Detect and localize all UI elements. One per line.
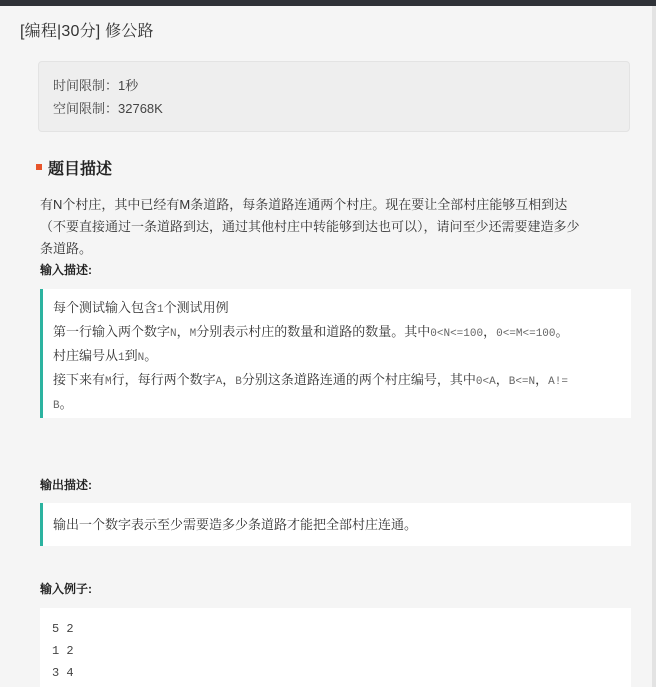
scrollbar-track[interactable] [652, 6, 656, 687]
output-text: 输出一个数字表示至少需要造多少条道路才能把全部村庄连通。 [53, 517, 418, 532]
input-line-2: 第一行输入两个数字N，M分别表示村庄的数量和道路的数量。其中0<N<=100，0<=M<=100。 [53, 324, 569, 340]
input-line-5: B。 [53, 396, 73, 412]
input-description [40, 289, 631, 418]
example-label: 输入例子: [40, 582, 92, 596]
example-line: 1 2 [52, 644, 74, 658]
section-heading-text: 题目描述 [48, 161, 113, 178]
input-line-1: 每个测试输入包含1个测试用例 [53, 300, 229, 316]
example-input-block [40, 608, 631, 687]
problem-description [40, 194, 640, 260]
input-label: 输入描述: [40, 263, 92, 277]
description-line: 条道路。 [40, 241, 93, 256]
problem-title: [编程|30分] 修公路 [20, 23, 154, 40]
section-heading [36, 156, 112, 179]
output-label: 输出描述: [40, 478, 92, 492]
input-line-4: 接下来有M行，每行两个数字A，B分别这条道路连通的两个村庄编号，其中0<A，B<=N，A!= [53, 372, 568, 388]
input-line-3: 村庄编号从1到N。 [53, 348, 158, 364]
output-description [40, 503, 631, 546]
time-limit: 时间限制：1秒 [53, 78, 139, 93]
description-line: 有N个村庄，其中已经有M条道路，每条道路连通两个村庄。现在要让全部村庄能够互相到达 [40, 197, 568, 212]
heading-marker-icon [36, 164, 42, 170]
example-line: 3 4 [52, 666, 74, 680]
limits-box [38, 61, 630, 132]
description-line: （不要直接通过一条道路到达，通过其他村庄中转能够到达也可以），请问至少还需要建造多少 [40, 219, 580, 234]
space-limit: 空间限制：32768K [53, 101, 163, 116]
example-line: 5 2 [52, 622, 74, 636]
top-bar [0, 0, 656, 6]
